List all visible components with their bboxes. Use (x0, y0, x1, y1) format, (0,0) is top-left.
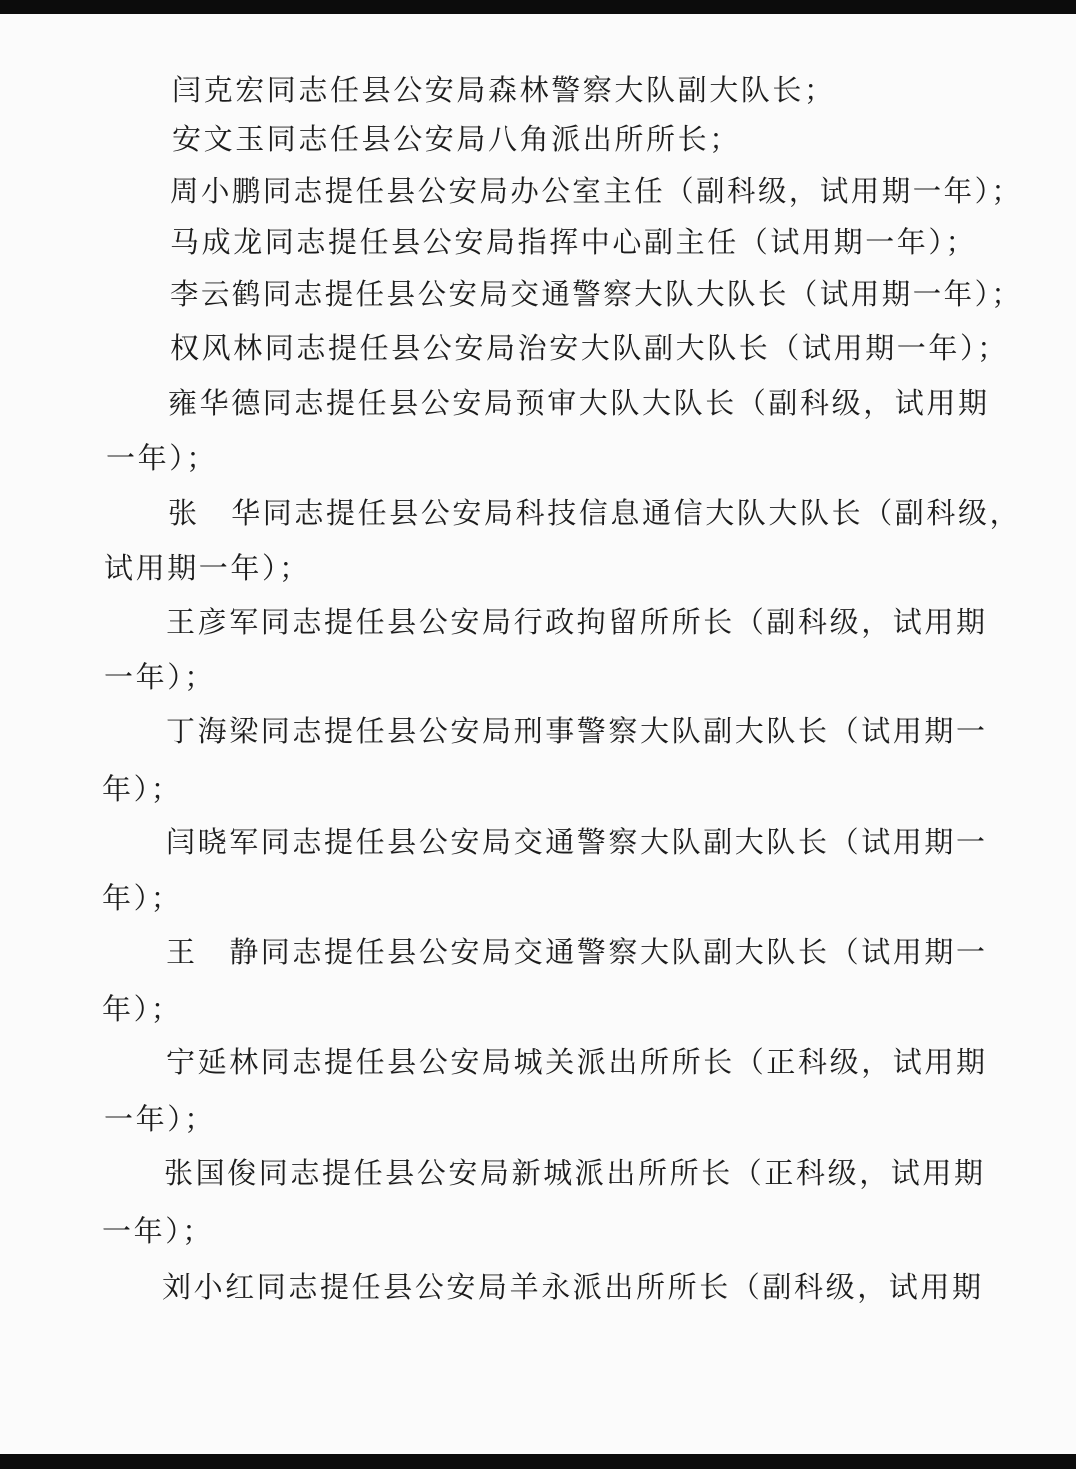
text-line-22: 一年）； (102, 1214, 214, 1248)
text-line-13: 丁海梁同志提任县公安局刑事警察大队副大队长（试用期一 (166, 714, 988, 748)
text-line-9: 张 华同志提任县公安局科技信息通信大队大队长（副科级， (168, 496, 1022, 530)
text-line-23: 刘小红同志提任县公安局羊永派出所所长（副科级，试用期 (162, 1270, 984, 1304)
text-line-7: 雍华德同志提任县公安局预审大队大队长（副科级，试用期 (168, 386, 990, 420)
text-line-3: 周小鹏同志提任县公安局办公室主任（副科级，试用期一年）； (170, 174, 1023, 208)
text-line-5: 李云鹤同志提任县公安局交通警察大队大队长（试用期一年）； (170, 277, 1023, 311)
text-line-4: 马成龙同志提任县公安局指挥中心副主任（试用期一年）； (170, 225, 978, 259)
text-line-8: 一年）； (106, 441, 218, 475)
text-line-6: 权风林同志提任县公安局治安大队副大队长（试用期一年）； (170, 331, 1009, 365)
top-border (0, 0, 1076, 14)
text-line-18: 年）； (102, 992, 183, 1026)
document-page (0, 14, 1076, 1454)
text-line-16: 年）； (102, 881, 183, 915)
text-line-20: 一年）； (104, 1102, 216, 1136)
text-line-21: 张国俊同志提任县公安局新城派出所所长（正科级，试用期 (164, 1156, 986, 1190)
text-line-15: 闫晓军同志提任县公安局交通警察大队副大队长（试用期一 (166, 825, 988, 859)
text-line-19: 宁延林同志提任县公安局城关派出所所长（正科级，试用期 (166, 1045, 988, 1079)
bottom-border (0, 1454, 1076, 1469)
text-line-14: 年）； (102, 772, 183, 806)
text-line-10: 试用期一年）； (104, 551, 311, 585)
text-line-2: 安文玉同志任县公安局八角派出所所长； (172, 122, 741, 156)
text-line-17: 王 静同志提任县公安局交通警察大队副大队长（试用期一 (166, 935, 988, 969)
text-line-11: 王彦军同志提任县公安局行政拘留所所长（副科级，试用期 (166, 605, 988, 639)
text-line-1: 闫克宏同志任县公安局森林警察大队副大队长； (172, 73, 836, 107)
text-line-12: 一年）； (104, 660, 216, 694)
